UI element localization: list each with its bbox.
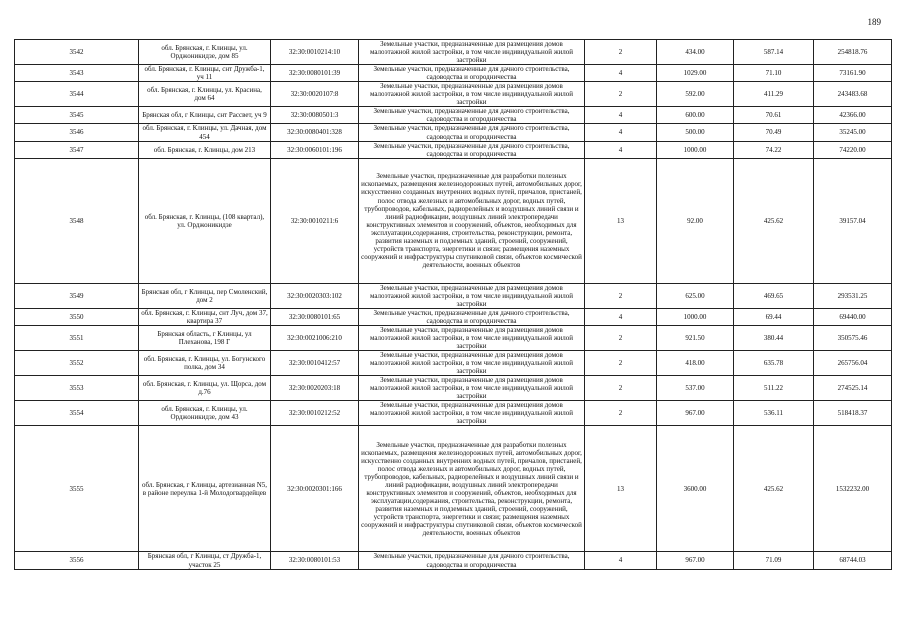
cadastral-number-cell: 32:30:0020301:166 xyxy=(271,426,359,552)
table-row xyxy=(15,552,892,569)
land-use-description-cell: Земельные участки, предназначенные для дачного строительства, садоводства и огородничества xyxy=(359,65,585,82)
specific-value-cell: 71.09 xyxy=(734,552,814,569)
cadastral-number-cell: 32:30:0060101:196 xyxy=(271,141,359,158)
table-row xyxy=(15,141,892,158)
specific-value-cell: 536.11 xyxy=(734,401,814,426)
land-use-description-cell: Земельные участки, предназначенные для дачного строительства, садоводства и огородничества xyxy=(359,308,585,325)
land-use-description-cell: Земельные участки, предназначенные для размещения домов малоэтажной жилой застройки, в том числе индивидуальной жилой застройки xyxy=(359,376,585,401)
land-use-description-cell: Земельные участки, предназначенные для дачного строительства, садоводства и огородничества xyxy=(359,124,585,141)
specific-value-cell: 70.61 xyxy=(734,107,814,124)
table-body xyxy=(15,40,892,570)
table-row xyxy=(15,124,892,141)
address-cell: обл. Брянская, г. Клинцы, снт Луч, дом 37, квартира 37 xyxy=(139,308,271,325)
cadastral-value-cell: 254818.76 xyxy=(814,40,892,65)
table-row xyxy=(15,283,892,308)
cadastral-value-cell: 350575.46 xyxy=(814,325,892,350)
group-code-cell: 2 xyxy=(585,325,657,350)
address-cell: обл. Брянская, г. Клинцы, ул. Богунского полка, дом 34 xyxy=(139,351,271,376)
address-cell: обл. Брянская, г. Клинцы, ул. Красина, дом 64 xyxy=(139,82,271,107)
area-cell: 1029.00 xyxy=(657,65,734,82)
cadastral-value-cell: 69440.00 xyxy=(814,308,892,325)
area-cell: 967.00 xyxy=(657,401,734,426)
group-code-cell: 4 xyxy=(585,141,657,158)
group-code-cell: 4 xyxy=(585,107,657,124)
cadastral-number-cell: 32:30:0010212:52 xyxy=(271,401,359,426)
cadastral-value-cell: 68744.03 xyxy=(814,552,892,569)
address-cell: обл. Брянская, г. Клинцы, ул. Щорса, дом д.76 xyxy=(139,376,271,401)
cadastral-number-cell: 32:30:0020203:18 xyxy=(271,376,359,401)
group-code-cell: 13 xyxy=(585,158,657,283)
address-cell: обл. Брянская, г. Клинцы, (108 квартал), ул. Орджоникидзе xyxy=(139,158,271,283)
cadastral-number-cell: 32:30:0021006:210 xyxy=(271,325,359,350)
specific-value-cell: 74.22 xyxy=(734,141,814,158)
cadastral-value-cell: 243483.68 xyxy=(814,82,892,107)
cadastral-value-cell: 74220.00 xyxy=(814,141,892,158)
address-cell: обл. Брянская, г. Клинцы, снт Дружба-1, уч 11 xyxy=(139,65,271,82)
land-use-description-cell: Земельные участки, предназначенные для дачного строительства, садоводства и огородничества xyxy=(359,141,585,158)
cadastral-number-cell: 32:30:0010211:6 xyxy=(271,158,359,283)
land-use-description-cell: Земельные участки, предназначенные для разработки полезных ископаемых, размещения железнодорожных путей, автомобильных дорог, искусственно созданных внутренних водных путей, причалов, пристаней, полос отвода железных и автомобильных дорог, водных путей, трубопроводов, кабельных, радиорелейных и воздушных линий связи и линий радиофикации, воздушных линий электропередачи конструктивных элементов и сооружений, объектов, необходимых для эксплуатации,содержания, строительства, реконструкции, ремонта, развития наземных и подземных зданий, строений, сооружений, устройств транспорта, энергетики и связи; размещения наземных сооружений и инфраструктуры спутниковой связи, объектов космической деятельности, военных объектов xyxy=(359,426,585,552)
address-cell: Брянская обл, г Клинцы, снт Рассвет, уч 9 xyxy=(139,107,271,124)
area-cell: 418.00 xyxy=(657,351,734,376)
cadastral-value-cell: 274525.14 xyxy=(814,376,892,401)
address-cell: обл. Брянская, г. Клинцы, дом 213 xyxy=(139,141,271,158)
address-cell: обл. Брянская, г. Клинцы, ул. Орджоникидзе, дом 85 xyxy=(139,40,271,65)
specific-value-cell: 70.49 xyxy=(734,124,814,141)
cadastral-value-cell: 39157.04 xyxy=(814,158,892,283)
table-row xyxy=(15,401,892,426)
address-cell: Брянская обл, г Клинцы, ст Дружба-1, участок 25 xyxy=(139,552,271,569)
area-cell: 537.00 xyxy=(657,376,734,401)
specific-value-cell: 411.29 xyxy=(734,82,814,107)
table-row xyxy=(15,426,892,552)
area-cell: 625.00 xyxy=(657,283,734,308)
group-code-cell: 13 xyxy=(585,426,657,552)
table-row xyxy=(15,107,892,124)
cadastral-number-cell: 32:30:0080101:53 xyxy=(271,552,359,569)
address-cell: обл. Брянская, г. Клинцы, ул. Дачная, дом 454 xyxy=(139,124,271,141)
cadastral-number-cell: 32:30:0020303:102 xyxy=(271,283,359,308)
table-row xyxy=(15,308,892,325)
area-cell: 434.00 xyxy=(657,40,734,65)
area-cell: 3600.00 xyxy=(657,426,734,552)
address-cell: обл. Брянская, г Клинцы, артезианная N5, в районе переулка 1-й Молодогвардейцев xyxy=(139,426,271,552)
land-use-description-cell: Земельные участки, предназначенные для размещения домов малоэтажной жилой застройки, в том числе индивидуальной жилой застройки xyxy=(359,325,585,350)
group-code-cell: 2 xyxy=(585,283,657,308)
cadastral-number-cell: 32:30:0080501:3 xyxy=(271,107,359,124)
cadastral-value-cell: 42366.00 xyxy=(814,107,892,124)
cadastral-number-cell: 32:30:0010412:57 xyxy=(271,351,359,376)
table-row xyxy=(15,65,892,82)
land-use-description-cell: Земельные участки, предназначенные для дачного строительства, садоводства и огородничества xyxy=(359,552,585,569)
group-code-cell: 2 xyxy=(585,401,657,426)
land-use-description-cell: Земельные участки, предназначенные для разработки полезных ископаемых, размещения железнодорожных путей, автомобильных дорог, искусственно созданных внутренних водных путей, причалов, пристаней, полос отвода железных и автомобильных дорог, водных путей, трубопроводов, кабельных, радиорелейных и воздушных линий связи и линий радиофикации, воздушных линий электропередачи конструктивных элементов и сооружений, объектов, необходимых для эксплуатации,содержания, строительства, реконструкции, ремонта, развития наземных и подземных зданий, строений, сооружений, устройств транспорта, энергетики и связи; размещения наземных сооружений и инфраструктуры спутниковой связи, объектов космической деятельности, военных объектов xyxy=(359,158,585,283)
row-number-cell: 3550 xyxy=(15,308,139,325)
table-row xyxy=(15,325,892,350)
group-code-cell: 4 xyxy=(585,552,657,569)
cadastral-number-cell: 32:30:0010214:10 xyxy=(271,40,359,65)
area-cell: 92.00 xyxy=(657,158,734,283)
row-number-cell: 3549 xyxy=(15,283,139,308)
area-cell: 967.00 xyxy=(657,552,734,569)
cadastral-value-cell: 73161.90 xyxy=(814,65,892,82)
cadastral-value-cell: 35245.00 xyxy=(814,124,892,141)
cadastral-number-cell: 32:30:0080401:328 xyxy=(271,124,359,141)
area-cell: 500.00 xyxy=(657,124,734,141)
cadastral-value-cell: 265756.04 xyxy=(814,351,892,376)
row-number-cell: 3542 xyxy=(15,40,139,65)
land-use-description-cell: Земельные участки, предназначенные для размещения домов малоэтажной жилой застройки, в том числе индивидуальной жилой застройки xyxy=(359,401,585,426)
group-code-cell: 2 xyxy=(585,82,657,107)
table-row xyxy=(15,40,892,65)
specific-value-cell: 69.44 xyxy=(734,308,814,325)
cadastral-number-cell: 32:30:0080101:39 xyxy=(271,65,359,82)
group-code-cell: 4 xyxy=(585,308,657,325)
table-row xyxy=(15,351,892,376)
cadastral-number-cell: 32:30:0020107:8 xyxy=(271,82,359,107)
land-use-description-cell: Земельные участки, предназначенные для размещения домов малоэтажной жилой застройки, в том числе индивидуальной жилой застройки xyxy=(359,351,585,376)
row-number-cell: 3547 xyxy=(15,141,139,158)
table-row xyxy=(15,376,892,401)
specific-value-cell: 587.14 xyxy=(734,40,814,65)
specific-value-cell: 425.62 xyxy=(734,158,814,283)
specific-value-cell: 469.65 xyxy=(734,283,814,308)
group-code-cell: 2 xyxy=(585,351,657,376)
address-cell: обл. Брянская, г. Клинцы, ул. Орджоникидзе, дом 43 xyxy=(139,401,271,426)
specific-value-cell: 635.78 xyxy=(734,351,814,376)
specific-value-cell: 511.22 xyxy=(734,376,814,401)
row-number-cell: 3554 xyxy=(15,401,139,426)
specific-value-cell: 380.44 xyxy=(734,325,814,350)
area-cell: 600.00 xyxy=(657,107,734,124)
address-cell: Брянская область, г Клинцы, ул Плеханова, 198 Г xyxy=(139,325,271,350)
land-registry-table xyxy=(14,39,892,570)
row-number-cell: 3543 xyxy=(15,65,139,82)
row-number-cell: 3545 xyxy=(15,107,139,124)
land-use-description-cell: Земельные участки, предназначенные для дачного строительства, садоводства и огородничества xyxy=(359,107,585,124)
table-row xyxy=(15,158,892,283)
cadastral-value-cell: 1532232.00 xyxy=(814,426,892,552)
group-code-cell: 2 xyxy=(585,376,657,401)
land-use-description-cell: Земельные участки, предназначенные для размещения домов малоэтажной жилой застройки, в том числе индивидуальной жилой застройки xyxy=(359,82,585,107)
land-use-description-cell: Земельные участки, предназначенные для размещения домов малоэтажной жилой застройки, в том числе индивидуальной жилой застройки xyxy=(359,283,585,308)
group-code-cell: 4 xyxy=(585,124,657,141)
cadastral-number-cell: 32:30:0080101:65 xyxy=(271,308,359,325)
row-number-cell: 3553 xyxy=(15,376,139,401)
specific-value-cell: 71.10 xyxy=(734,65,814,82)
address-cell: Брянская обл, г Клинцы, пер Смоленский, дом 2 xyxy=(139,283,271,308)
table-row xyxy=(15,82,892,107)
area-cell: 1000.00 xyxy=(657,141,734,158)
area-cell: 921.50 xyxy=(657,325,734,350)
row-number-cell: 3556 xyxy=(15,552,139,569)
specific-value-cell: 425.62 xyxy=(734,426,814,552)
cadastral-value-cell: 518418.37 xyxy=(814,401,892,426)
group-code-cell: 4 xyxy=(585,65,657,82)
row-number-cell: 3546 xyxy=(15,124,139,141)
row-number-cell: 3552 xyxy=(15,351,139,376)
page-number: 189 xyxy=(867,17,881,27)
row-number-cell: 3555 xyxy=(15,426,139,552)
land-use-description-cell: Земельные участки, предназначенные для размещения домов малоэтажной жилой застройки, в том числе индивидуальной жилой застройки xyxy=(359,40,585,65)
group-code-cell: 2 xyxy=(585,40,657,65)
cadastral-value-cell: 293531.25 xyxy=(814,283,892,308)
row-number-cell: 3551 xyxy=(15,325,139,350)
area-cell: 592.00 xyxy=(657,82,734,107)
area-cell: 1000.00 xyxy=(657,308,734,325)
row-number-cell: 3548 xyxy=(15,158,139,283)
row-number-cell: 3544 xyxy=(15,82,139,107)
